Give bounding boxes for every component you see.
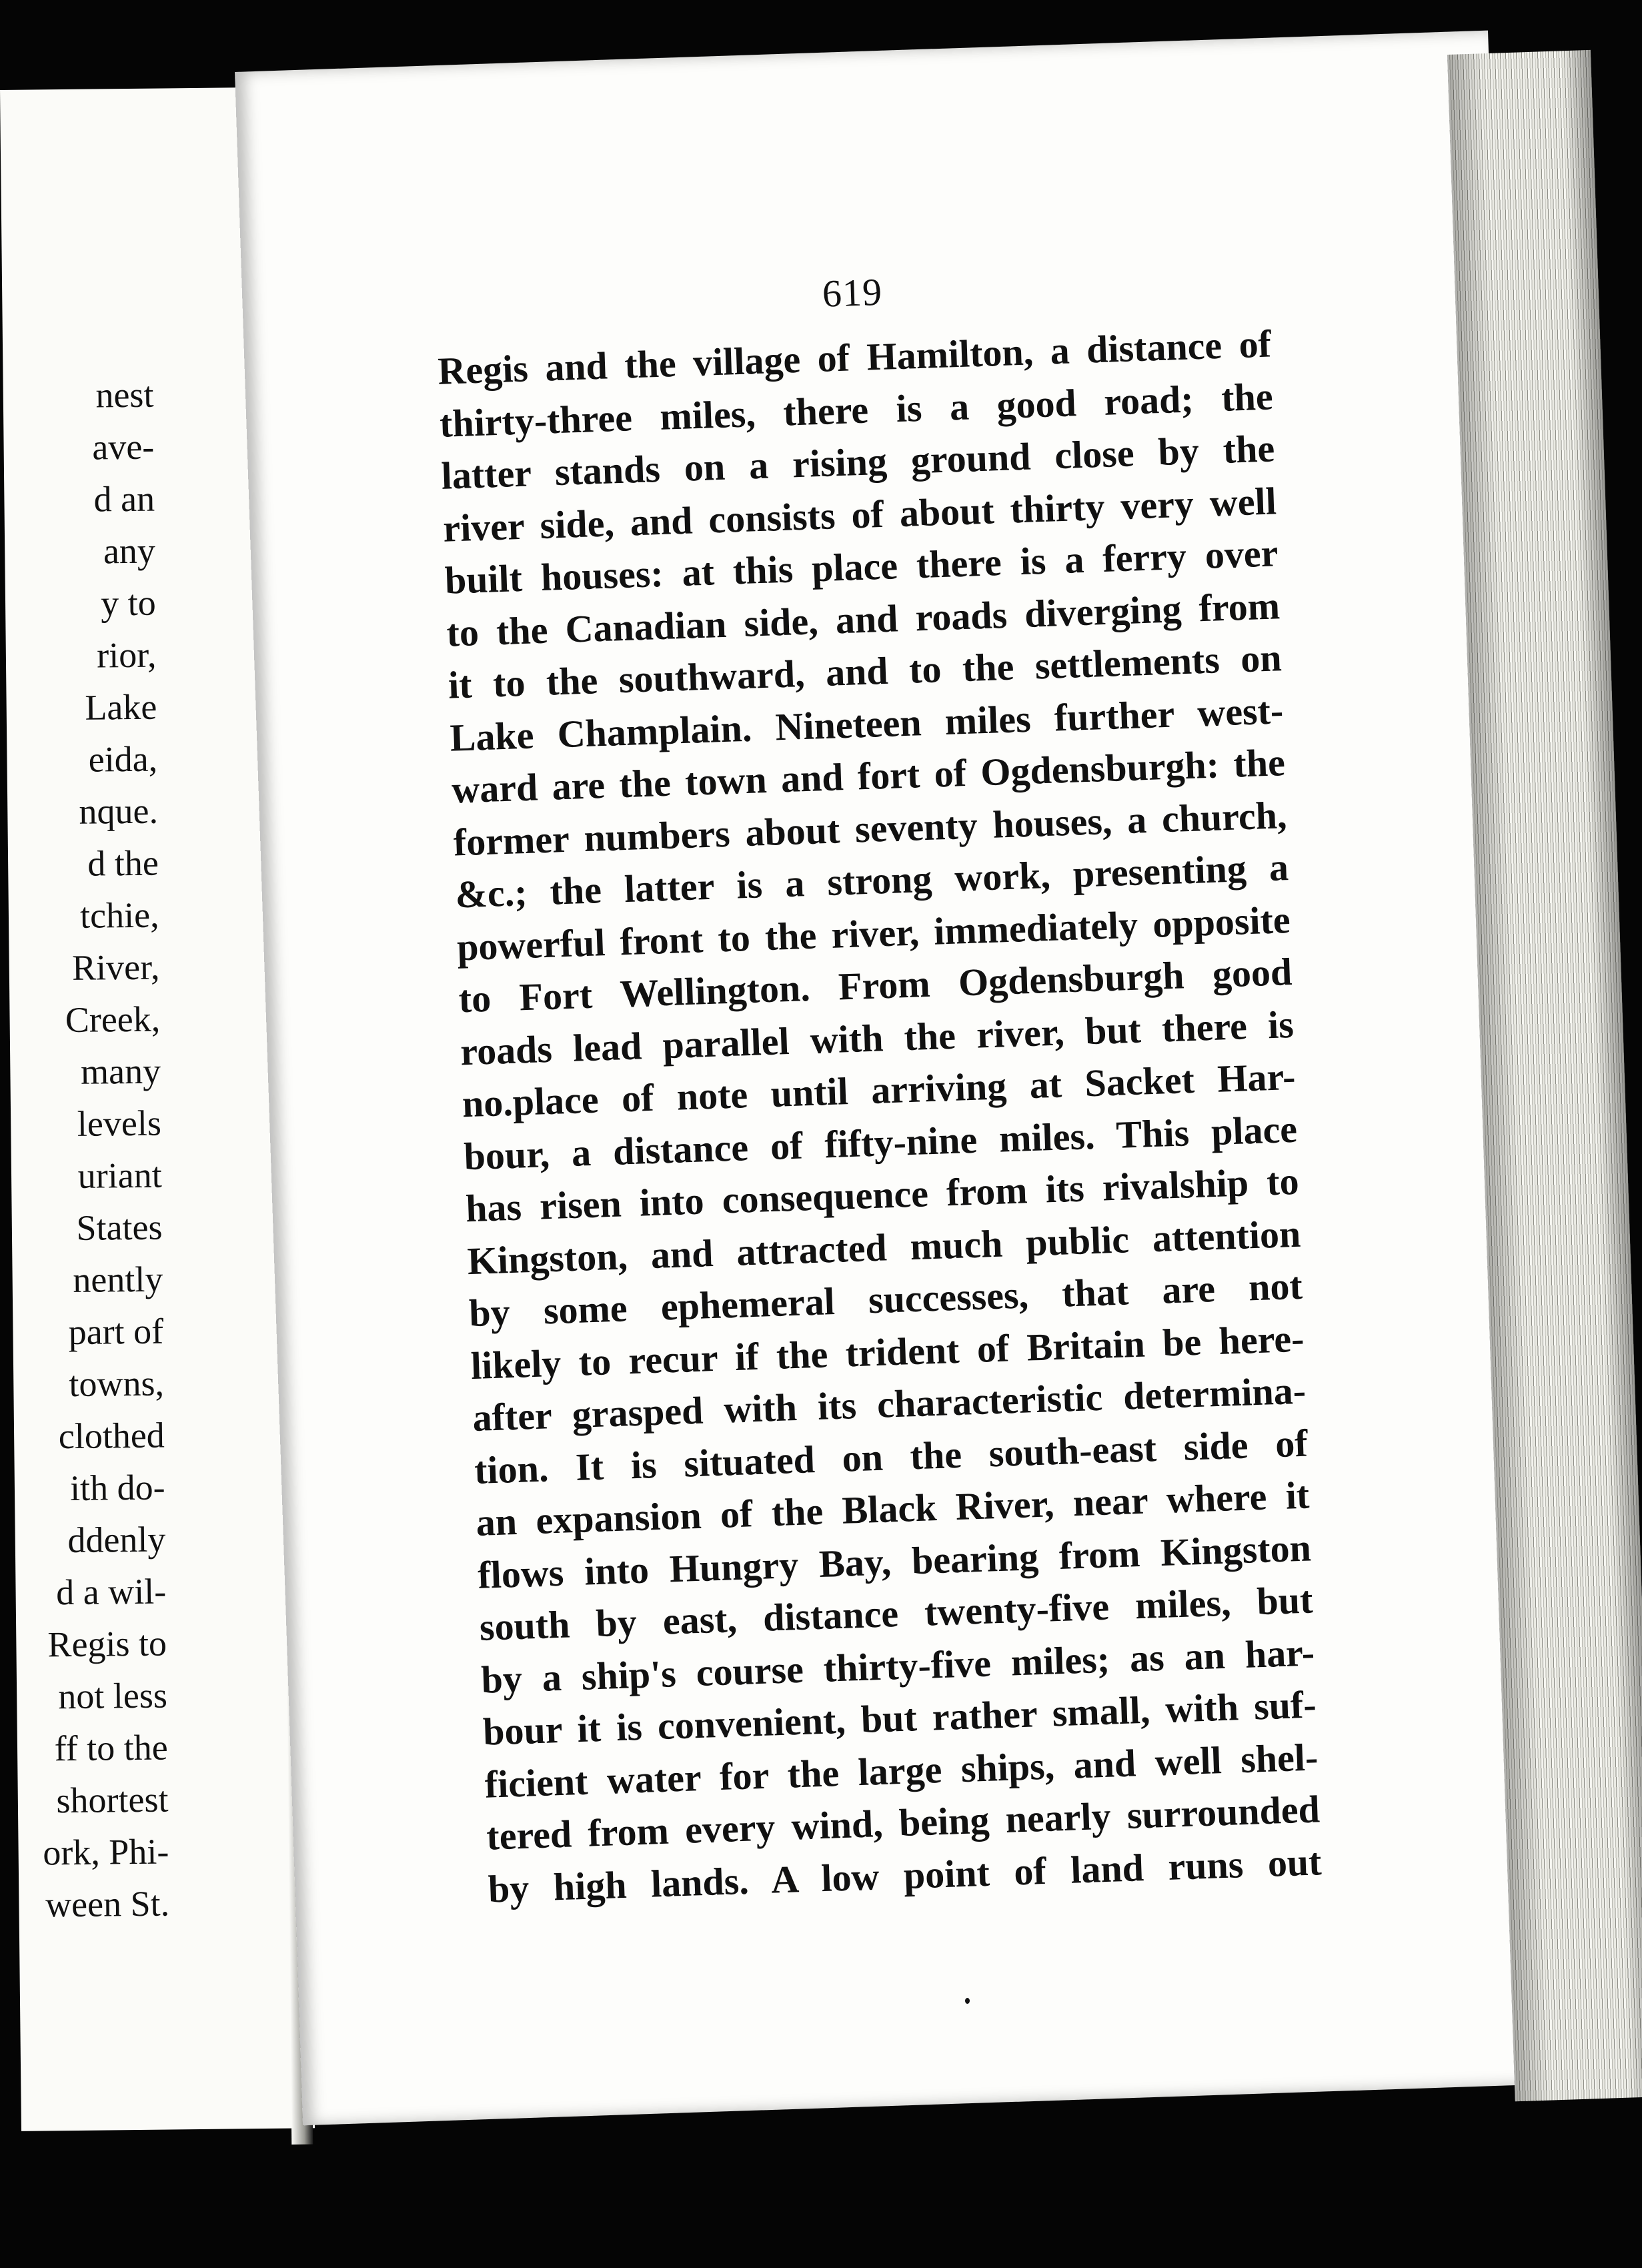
text-line: by high lands. A low point of land runs out [487, 1839, 1323, 1911]
text-line: it to the southward, and to the settlements on [448, 636, 1283, 707]
body-text [437, 318, 1322, 1916]
left-page-line-fragment: any [103, 530, 156, 572]
left-page-line-fragment: tchie, [79, 895, 159, 936]
left-page-line-fragment: part of [68, 1311, 164, 1353]
left-page-text-fragments [0, 369, 169, 1931]
left-page-line-fragment: rior, [96, 634, 157, 676]
left-page-line-fragment: Creek, [65, 999, 161, 1041]
left-page-line-fragment: ork, Phi- [42, 1831, 169, 1873]
text-line: powerful front to the river, immediately opposite [456, 897, 1291, 969]
text-line: to Fort Wellington. From Ogdensburgh good [458, 949, 1293, 1021]
text-line: thirty-three miles, there is a good road; the [439, 374, 1274, 446]
left-page-line-fragment: d an [93, 478, 155, 520]
text-line: roads lead parallel with the river, but there is [460, 1002, 1295, 1073]
page-number: 619 [821, 269, 884, 316]
text-line: ward are the town and fort of Ogdensburgh: the [451, 740, 1286, 812]
text-line: built houses: at this place there is a ferry over [444, 531, 1279, 602]
left-page-line-fragment: clothed [58, 1415, 165, 1457]
text-line: after grasped with its characteristic determina- [472, 1368, 1307, 1440]
main-text-block [435, 253, 1323, 1916]
left-page-line-fragment: y to [100, 582, 156, 624]
left-page-line-fragment: Lake [85, 686, 157, 728]
left-page-line-fragment: ff to the [54, 1727, 168, 1769]
left-page-line-fragment: ave- [91, 426, 155, 468]
text-line: an expansion of the Black River, near where it [475, 1473, 1311, 1544]
text-line: has risen into consequence from its rivalship to [465, 1159, 1300, 1231]
left-page-line-fragment: levels [77, 1103, 162, 1144]
text-line: &c.; the latter is a strong work, presenting a [454, 845, 1289, 917]
text-line: Lake Champlain. Nineteen miles further west- [449, 688, 1285, 760]
left-page-line-fragment: ddenly [67, 1519, 166, 1561]
left-page-line-fragment: d the [87, 842, 159, 884]
left-page-line-fragment: ith do- [69, 1467, 165, 1508]
text-line: flows into Hungry Bay, bearing from Kingston [477, 1526, 1312, 1597]
ink-dot-mark [965, 1998, 970, 2004]
text-line: Regis and the village of Hamilton, a distance of [437, 322, 1272, 393]
text-line: no.place of note until arriving at Sacket Har- [461, 1054, 1297, 1126]
text-line: tion. It is situated on the south-east side of [474, 1421, 1309, 1492]
text-line: former numbers about seventy houses, a church, [452, 792, 1288, 865]
left-page-line-fragment: nest [95, 374, 154, 416]
text-line: ficient water for the large ships, and well shel- [484, 1734, 1319, 1806]
left-page-line-fragment: d a wil- [55, 1571, 167, 1613]
left-page-line-fragment: uriant [77, 1155, 162, 1196]
left-page-line-fragment: nque. [79, 790, 159, 832]
text-line: by some ephemeral successes, that are not [468, 1263, 1303, 1335]
text-line: bour, a distance of fifty-nine miles. This place [463, 1107, 1298, 1178]
text-line: by a ship's course thirty-five miles; as an har- [480, 1630, 1315, 1702]
left-page-line-fragment: not less [57, 1675, 168, 1717]
left-page-line-fragment: towns, [69, 1363, 165, 1404]
text-line: Kingston, and attracted much public attention [466, 1211, 1302, 1283]
left-page-line-fragment: shortest [56, 1779, 169, 1821]
left-page-line-fragment: River, [71, 947, 160, 988]
text-line: south by east, distance twenty-five miles, but [478, 1578, 1314, 1649]
left-page-line-fragment: ween St. [45, 1883, 170, 1925]
left-page-line-fragment: eida, [88, 738, 158, 780]
left-page-line-fragment: many [80, 1051, 161, 1092]
left-page-line-fragment: States [76, 1207, 163, 1248]
text-line: likely to recur if the trident of Britain be here- [470, 1316, 1305, 1387]
text-line: river side, and consists of about thirty very well [442, 478, 1277, 550]
text-line: tered from every wind, being nearly surrounded [486, 1787, 1321, 1858]
left-page-line-fragment: nently [72, 1259, 163, 1300]
left-page-line-fragment: Regis to [47, 1623, 167, 1665]
text-line: bour it is convenient, but rather small, with suf- [482, 1682, 1317, 1754]
text-line: to the Canadian side, and roads diverging from [446, 583, 1281, 655]
text-line: latter stands on a rising ground close by the [440, 426, 1276, 498]
